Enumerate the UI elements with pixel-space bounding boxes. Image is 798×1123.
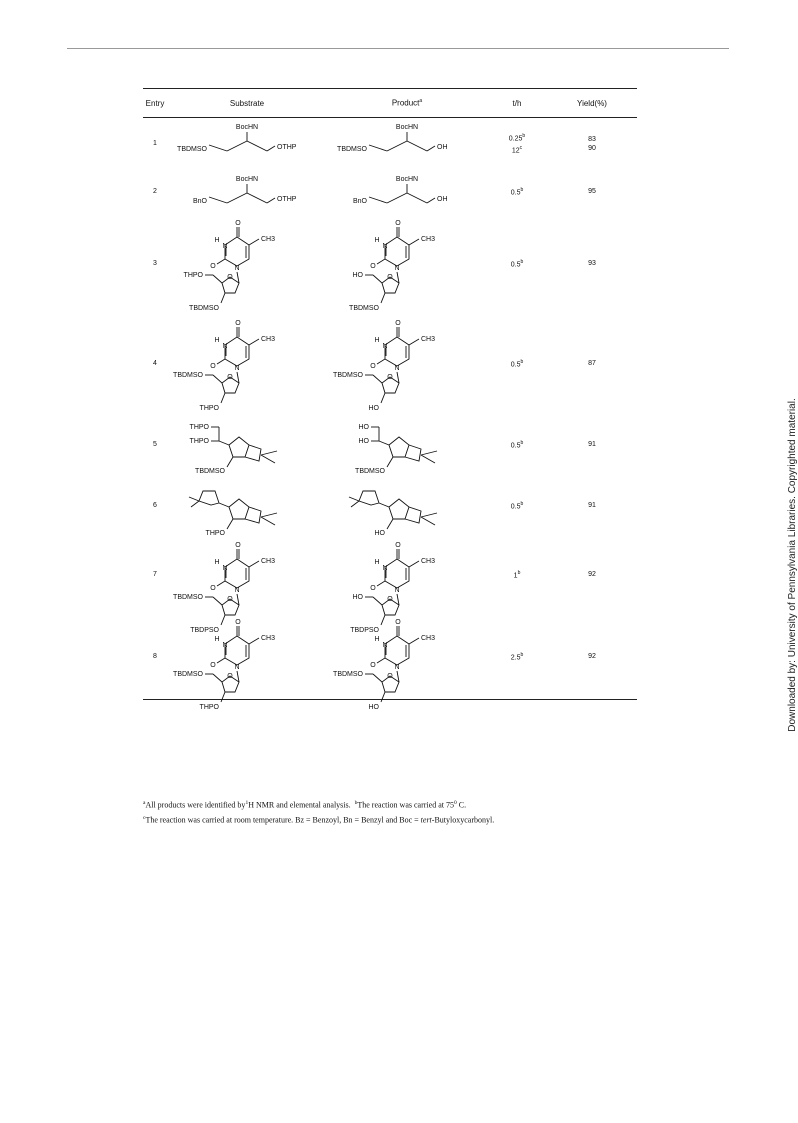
table-row: [143, 314, 637, 414]
carbonyl-o-2: O: [370, 584, 376, 592]
carbonyl-o: O: [395, 619, 401, 627]
ring-nitrogen: N: [382, 642, 388, 650]
three-o-group: TBDMSO: [195, 467, 225, 475]
ring-nitrogen: N: [222, 342, 228, 350]
ring-nitrogen-2: N: [234, 364, 240, 372]
boc-label: BocHN: [395, 123, 419, 131]
copyright-side-note: Downloaded by: University of Pennsylvania Libraries. Copyrighted material.: [787, 398, 798, 732]
left-substituent: TBDMSO: [177, 145, 207, 153]
header-yield: Yield(%): [547, 89, 637, 118]
header-entry: Entry: [143, 89, 167, 118]
entry-number: 7: [153, 571, 157, 578]
carbonyl-o: O: [395, 541, 401, 549]
table-row: [143, 170, 637, 214]
furanose-o: O: [227, 273, 233, 281]
n-hydrogen: H: [214, 636, 220, 644]
right-substituent: OH: [437, 195, 448, 203]
carbonyl-o: O: [235, 541, 241, 549]
footnote-a-b: $^a$All products were identified $by^1H$ NMR and elemental analysis. $^b$The reaction was carried at $75^0$ C.: [143, 800, 467, 810]
three-o-group: HO: [374, 529, 385, 537]
yield-value: 91: [588, 441, 596, 448]
furanose-o: O: [227, 373, 233, 381]
ring-nitrogen-2: N: [234, 586, 240, 594]
n-hydrogen: H: [374, 236, 380, 244]
three-prime-group: HO: [368, 704, 379, 712]
table-row: [143, 214, 637, 314]
methyl-label: CH3: [261, 635, 276, 643]
table-header-row: [143, 89, 637, 118]
substrate-structure: [167, 314, 327, 414]
product-molecule: [327, 415, 487, 475]
n-hydrogen: H: [214, 336, 220, 344]
five-prime-group: THPO: [183, 271, 203, 279]
carbonyl-o-2: O: [210, 584, 216, 592]
product-molecule: [327, 119, 487, 169]
product-molecule: [327, 477, 487, 535]
substrate-molecule: [167, 537, 327, 634]
furanose-o: O: [387, 273, 393, 281]
yield-value: 92: [547, 614, 637, 700]
ring-nitrogen-2: N: [394, 586, 400, 594]
boc-label: BocHN: [235, 175, 259, 183]
entry-number: 2: [153, 188, 157, 195]
entry-number: 1: [153, 140, 157, 148]
left-substituent: BnO: [192, 197, 207, 205]
product-molecule: [327, 537, 487, 634]
product-structure: [327, 214, 487, 314]
boc-label: BocHN: [235, 123, 259, 131]
carbonyl-o: O: [235, 319, 241, 327]
substrate-structure: [167, 414, 327, 476]
diol-bottom: THPO: [189, 437, 209, 445]
methyl-label: CH3: [421, 557, 436, 565]
ring-nitrogen: N: [382, 242, 388, 250]
product-structure: [327, 414, 487, 476]
product-structure: [327, 476, 487, 536]
right-substituent: OTHP: [277, 195, 297, 203]
reaction-time: 0.5$^b$: [510, 439, 524, 450]
ring-nitrogen-2: N: [394, 264, 400, 272]
header-substrate: Substrate: [167, 89, 327, 118]
n-hydrogen: H: [214, 236, 220, 244]
n-hydrogen: H: [374, 558, 380, 566]
carbonyl-o-2: O: [370, 362, 376, 370]
reaction-time: 0.5$^b$: [510, 358, 524, 369]
five-prime-group: TBDMSO: [173, 671, 203, 679]
product-molecule: [327, 171, 487, 213]
substrate-structure: [167, 214, 327, 314]
carbonyl-o: O: [235, 219, 241, 227]
n-hydrogen: H: [214, 558, 220, 566]
carbonyl-o-2: O: [370, 262, 376, 270]
substrate-molecule: [167, 315, 327, 413]
product-molecule: [327, 215, 487, 313]
product-structure: [327, 118, 487, 170]
substrate-molecule: [167, 119, 327, 169]
n-hydrogen: H: [374, 336, 380, 344]
furanose-o: O: [387, 673, 393, 681]
substrate-molecule: [167, 415, 327, 475]
entry-number: 4: [153, 360, 157, 367]
substrate-structure: [167, 536, 327, 634]
entry-number: 6: [153, 502, 157, 509]
three-o-group: TBDMSO: [355, 467, 385, 475]
methyl-label: CH3: [421, 335, 436, 343]
yield-value: 95: [588, 188, 596, 195]
n-hydrogen: H: [374, 636, 380, 644]
left-substituent: TBDMSO: [337, 145, 367, 153]
ring-nitrogen-2: N: [394, 664, 400, 672]
five-prime-group: TBDMSO: [173, 593, 203, 601]
right-substituent: OH: [437, 143, 448, 151]
reaction-time: 0.5$^b$: [510, 186, 524, 197]
furanose-o: O: [227, 595, 233, 603]
left-substituent: BnO: [352, 197, 367, 205]
diol-top: HO: [358, 423, 369, 431]
ring-nitrogen: N: [382, 564, 388, 572]
header-time: t/h: [487, 89, 547, 118]
five-prime-group: TBDMSO: [173, 371, 203, 379]
footnote-c: $^c$The reaction was carried at room temperature. Bz = Benzoyl, Bn = Benzyl and Boc = tert-Butyloxycarbonyl.: [143, 814, 495, 825]
three-prime-group: THPO: [199, 404, 219, 412]
results-table: [143, 88, 637, 712]
methyl-label: CH3: [421, 635, 436, 643]
table-row: [143, 536, 637, 614]
methyl-label: CH3: [261, 235, 276, 243]
table-row: [143, 414, 637, 476]
substrate-structure: [167, 170, 327, 214]
substrate-structure: [167, 476, 327, 536]
three-prime-group: THPO: [199, 704, 219, 712]
reaction-time: 2.5$^b$: [487, 614, 547, 700]
product-structure: [327, 170, 487, 214]
ring-nitrogen-2: N: [394, 364, 400, 372]
right-substituent: OTHP: [277, 143, 297, 151]
yield-value: 92: [588, 571, 596, 578]
carbonyl-o: O: [395, 319, 401, 327]
entry-number: 5: [153, 441, 157, 448]
five-prime-group: TBDMSO: [333, 671, 363, 679]
yield-value: 83 90: [588, 135, 596, 152]
carbonyl-o: O: [235, 619, 241, 627]
yield-value: 87: [588, 360, 596, 367]
table-row: [143, 476, 637, 536]
reaction-time: 0.5$^b$: [510, 500, 524, 511]
yield-value: 93: [588, 260, 596, 267]
carbonyl-o-2: O: [210, 662, 216, 670]
ring-nitrogen-2: N: [234, 264, 240, 272]
yield-value: 91: [588, 502, 596, 509]
reaction-time: 0.5$^b$: [510, 258, 524, 269]
entry-number: 3: [153, 260, 157, 267]
ring-nitrogen: N: [222, 564, 228, 572]
boc-label: BocHN: [395, 175, 419, 183]
substrate-molecule: [167, 171, 327, 213]
methyl-label: CH3: [421, 235, 436, 243]
product-structure: [327, 314, 487, 414]
methyl-label: CH3: [261, 557, 276, 565]
ring-nitrogen-2: N: [234, 664, 240, 672]
reaction-time: 1$^b$: [513, 569, 521, 580]
furanose-o: O: [387, 595, 393, 603]
five-prime-group: TBDMSO: [333, 371, 363, 379]
methyl-label: CH3: [261, 335, 276, 343]
entry-number: 8: [143, 614, 167, 700]
carbonyl-o: O: [395, 219, 401, 227]
carbonyl-o-2: O: [370, 662, 376, 670]
furanose-o: O: [387, 373, 393, 381]
five-prime-group: HO: [352, 271, 363, 279]
three-prime-group: TBDMSO: [189, 304, 219, 312]
ring-nitrogen: N: [222, 642, 228, 650]
table-row: [143, 118, 637, 170]
carbonyl-o-2: O: [210, 262, 216, 270]
three-prime-group: TBDPSO: [190, 626, 219, 634]
reaction-time: 0.25$^b$ 12$^c$: [508, 133, 526, 155]
three-prime-group: HO: [368, 404, 379, 412]
substrate-molecule: [167, 215, 327, 313]
ring-nitrogen: N: [382, 342, 388, 350]
carbonyl-o-2: O: [210, 362, 216, 370]
ring-nitrogen: N: [222, 242, 228, 250]
table-footnotes: [143, 797, 663, 826]
diol-bottom: HO: [358, 437, 369, 445]
diol-top: THPO: [189, 423, 209, 431]
product-structure: [327, 536, 487, 634]
top-rule: [67, 48, 729, 49]
three-o-group: THPO: [205, 529, 225, 537]
product-molecule: [327, 315, 487, 413]
three-prime-group: TBDMSO: [349, 304, 379, 312]
substrate-structure: [167, 118, 327, 170]
three-prime-group: TBDPSO: [350, 626, 379, 634]
header-product: Product$^a$: [327, 89, 487, 118]
five-prime-group: HO: [352, 593, 363, 601]
substrate-molecule: [167, 477, 327, 535]
furanose-o: O: [227, 673, 233, 681]
